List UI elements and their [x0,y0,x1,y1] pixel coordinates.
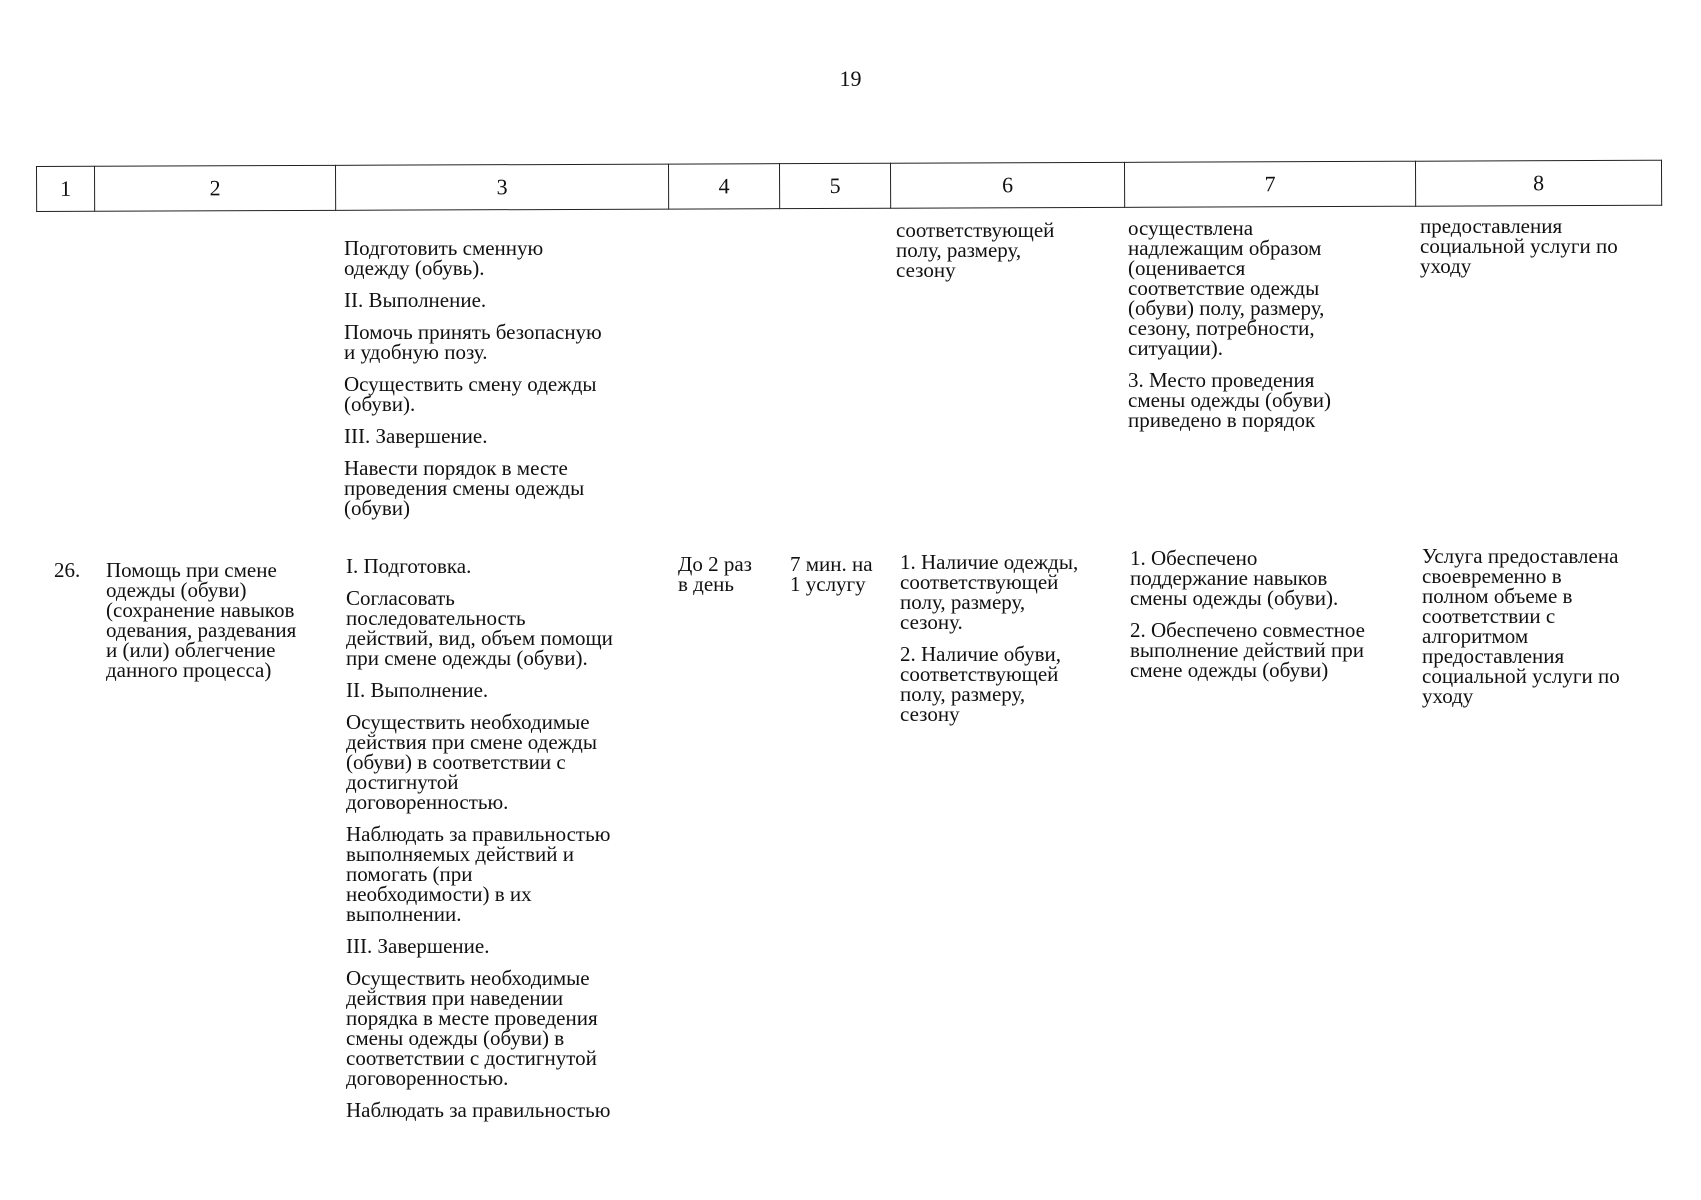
cont-col8-text [1420,216,1618,288]
header-cell-4: 4 [668,164,779,209]
paragraph: соответствующей полу, размеру, сезону [896,218,1055,282]
header-cell-1: 1 [37,166,95,211]
row-26-duration: 7 мин. на 1 услугу [790,552,873,596]
paragraph: Осуществить смену одежды (обуви). [344,372,597,416]
paragraph: III. Завершение. [344,424,488,448]
row-26-number: 26. [54,558,81,582]
paragraph: предоставления социальной услуги по уходу [1420,214,1618,278]
paragraph: 1. Наличие одежды, соответствующей полу, размеру, сезону. [900,550,1079,634]
paragraph: Подготовить сменную одежду (обувь). [344,236,544,280]
cont-col3-steps [344,238,602,530]
paragraph: II. Выполнение. [344,288,487,312]
header-cell-7: 7 [1124,161,1415,207]
table-header-row [36,160,1662,212]
paragraph: Осуществить необходимые действия при смене одежды (обуви) в соответствии с достигнутой договоренностью. [346,710,597,814]
header-cell-2: 2 [95,165,336,211]
paragraph: Навести порядок в месте проведения смены одежды (обуви) [344,456,585,520]
row-26-col6-indicators [900,552,1078,736]
row-26-service-name: Помощь при смене одежды (обуви) (сохранение навыков одевания, раздевания и (или) облегчение данного процесса) [106,558,297,682]
cont-col6-text [896,220,1054,292]
row-26-col8-evaluation: Услуга предоставлена своевременно в полном объеме в соответствии с алгоритмом предоставления социальной услуги по уходу [1422,544,1620,708]
paragraph: Наблюдать за правильностью [346,1098,611,1122]
header-cell-6: 6 [890,162,1124,208]
paragraph: III. Завершение. [346,934,490,958]
paragraph: 2. Наличие обуви, соответствующей полу, размеру, сезону [900,642,1062,726]
header-cell-5: 5 [779,163,890,208]
paragraph: 3. Место проведения смены одежды (обуви) приведено в порядок [1128,368,1332,432]
row-26-frequency: До 2 раз в день [678,552,752,596]
paragraph: Наблюдать за правильностью выполняемых действий и помогать (при необходимости) в их выполнении. [346,822,611,926]
paragraph: Осуществить необходимые действия при наведении порядка в месте проведения смены одежды (обуви) в соответствии с достигнутой договоренностью. [346,966,598,1090]
row-26-col3-steps [346,556,613,1132]
paragraph: II. Выполнение. [346,678,489,702]
paragraph: I. Подготовка. [346,554,472,578]
header-cell-8: 8 [1415,160,1661,206]
page-number: 19 [839,66,862,91]
header-cell-3: 3 [335,164,668,210]
cont-col7-text [1128,218,1331,442]
paragraph: Согласовать последовательность действий, вид, объем помощи при смене одежды (обуви). [346,586,613,670]
paragraph: Помочь принять безопасную и удобную позу. [344,320,602,364]
paragraph: 1. Обеспечено поддержание навыков смены одежды (обуви). [1130,546,1339,610]
paragraph: 2. Обеспечено совместное выполнение действий при смене одежды (обуви) [1130,618,1365,682]
paragraph: осуществлена надлежащим образом (оценивается соответствие одежды (обуви) полу, размеру, сезону, потребности, ситуации). [1128,216,1325,360]
row-26-col7-results [1130,548,1365,692]
